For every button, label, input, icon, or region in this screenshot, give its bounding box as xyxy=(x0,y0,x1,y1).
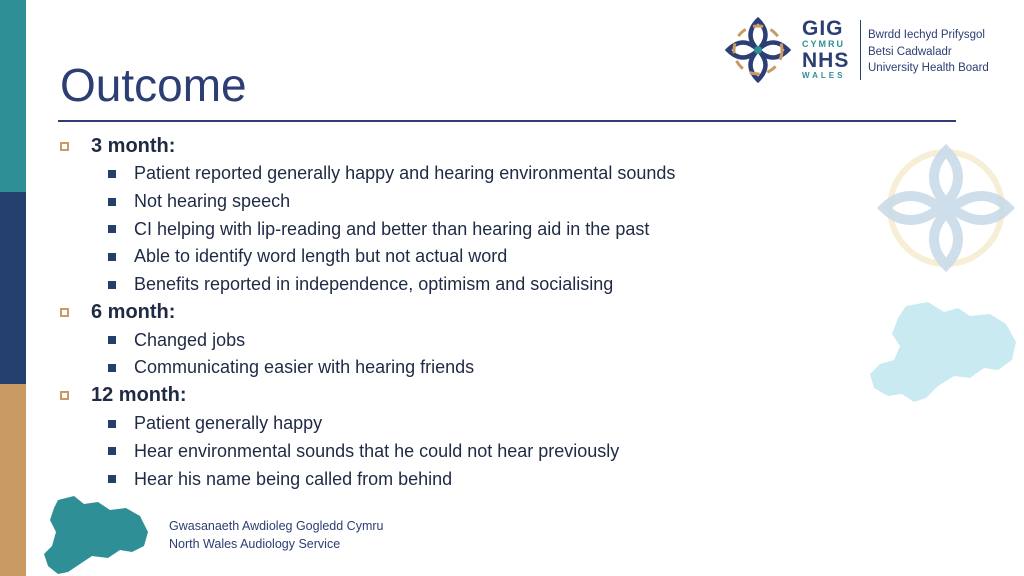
list-item-text: Benefits reported in independence, optimism and socialising xyxy=(134,274,614,295)
square-bullet-icon xyxy=(108,447,116,455)
logo-board-line3: University Health Board xyxy=(868,62,989,74)
section-heading xyxy=(60,132,840,160)
list-item xyxy=(60,354,840,382)
square-bullet-icon xyxy=(108,364,116,372)
list-item xyxy=(60,326,840,354)
section-3-month xyxy=(60,132,840,298)
list-item-text: Hear environmental sounds that he could not hear previously xyxy=(134,440,620,461)
slide-title: Outcome xyxy=(60,59,247,111)
list-item xyxy=(60,215,840,243)
logo-wales: WALES xyxy=(802,70,846,80)
side-bar-navy xyxy=(0,192,26,384)
logo-divider xyxy=(860,20,861,80)
list-item xyxy=(60,243,840,271)
section-6-month xyxy=(60,298,840,381)
list-item xyxy=(60,188,840,216)
celtic-knot-icon xyxy=(722,14,794,86)
list-item-text: CI helping with lip-reading and better than hearing aid in the past xyxy=(134,218,650,239)
logo-cymru: CYMRU xyxy=(802,39,845,49)
logo-board-line1: Bwrdd Iechyd Prifysgol xyxy=(868,29,985,41)
footer-welsh-name: Gwasanaeth Awdioleg Gogledd Cymru xyxy=(169,519,384,533)
logo-board-line2: Betsi Cadwaladr xyxy=(868,45,952,58)
square-bullet-icon xyxy=(108,225,116,233)
list-item-text: Able to identify word length but not actual word xyxy=(134,246,508,267)
square-bullet-icon xyxy=(108,336,116,344)
side-bar-teal xyxy=(0,0,26,192)
square-bullet-icon xyxy=(108,420,116,428)
section-heading xyxy=(60,382,840,410)
logo-gig: GIG xyxy=(802,17,844,40)
section-heading-text: 3 month: xyxy=(91,134,176,157)
hollow-square-bullet-icon xyxy=(60,391,69,400)
list-item-text: Communicating easier with hearing friends xyxy=(134,357,475,378)
list-item xyxy=(60,160,840,188)
square-bullet-icon xyxy=(108,281,116,289)
footer-english-name: North Wales Audiology Service xyxy=(169,537,341,551)
list-item xyxy=(60,465,840,493)
list-item-text: Hear his name being called from behind xyxy=(134,468,453,489)
list-item-text: Patient reported generally happy and hearing environmental sounds xyxy=(134,163,676,184)
list-item-text: Patient generally happy xyxy=(134,413,323,434)
background-knot-watermark xyxy=(876,143,1016,273)
title-divider xyxy=(58,120,956,122)
section-heading-text: 6 month: xyxy=(91,300,176,323)
square-bullet-icon xyxy=(108,170,116,178)
nhs-logo xyxy=(722,14,1012,86)
hollow-square-bullet-icon xyxy=(60,308,69,317)
list-item xyxy=(60,271,840,299)
outcome-content xyxy=(60,132,840,493)
side-bar-tan xyxy=(0,384,26,576)
section-heading-text: 12 month: xyxy=(91,384,187,407)
north-wales-map-watermark xyxy=(866,298,1020,406)
logo-nhs: NHS xyxy=(802,48,850,72)
list-item xyxy=(60,438,840,466)
hollow-square-bullet-icon xyxy=(60,142,69,151)
square-bullet-icon xyxy=(108,475,116,483)
square-bullet-icon xyxy=(108,198,116,206)
section-heading xyxy=(60,298,840,326)
list-item-text: Not hearing speech xyxy=(134,191,291,212)
square-bullet-icon xyxy=(108,253,116,261)
list-item xyxy=(60,410,840,438)
logo-board-name xyxy=(868,27,989,77)
north-wales-map-footer xyxy=(40,494,152,576)
list-item-text: Changed jobs xyxy=(134,329,246,350)
service-footer xyxy=(169,517,383,553)
section-12-month xyxy=(60,382,840,493)
